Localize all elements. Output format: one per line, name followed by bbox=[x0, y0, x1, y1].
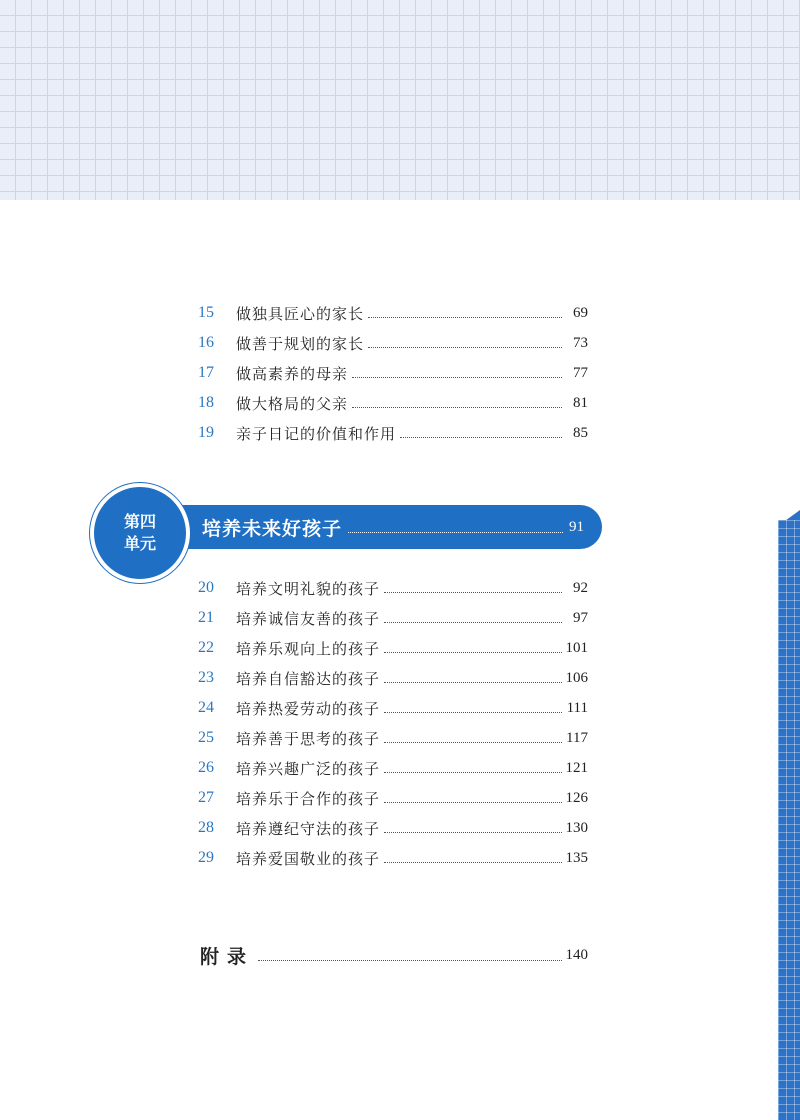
toc-entry[interactable] bbox=[198, 328, 588, 358]
entry-number: 17 bbox=[198, 364, 214, 381]
appendix-page: 140 bbox=[565, 946, 588, 963]
entry-number: 16 bbox=[198, 334, 214, 351]
entry-page: 73 bbox=[573, 334, 588, 351]
unit-heading-band[interactable] bbox=[176, 505, 602, 549]
edge-grid-strip bbox=[778, 520, 800, 1120]
entry-number: 15 bbox=[198, 304, 214, 321]
dot-leader bbox=[384, 832, 561, 833]
toc-entry[interactable] bbox=[198, 573, 588, 603]
toc-entry[interactable] bbox=[198, 388, 588, 418]
entry-number: 20 bbox=[198, 579, 214, 596]
entry-title: 培养自信豁达的孩子 bbox=[236, 669, 381, 688]
unit-badge bbox=[90, 483, 190, 583]
entry-number: 19 bbox=[198, 424, 214, 441]
entry-title: 做善于规划的家长 bbox=[236, 334, 365, 353]
dot-leader bbox=[384, 682, 561, 683]
entry-title: 培养乐于合作的孩子 bbox=[236, 789, 381, 808]
unit-label-line2: 单元 bbox=[123, 534, 156, 553]
toc-entry[interactable] bbox=[198, 843, 588, 873]
toc-entry[interactable] bbox=[198, 298, 588, 328]
entry-page: 117 bbox=[566, 729, 588, 746]
toc-entry[interactable] bbox=[198, 783, 588, 813]
unit-page: 91 bbox=[569, 518, 584, 535]
toc-entry[interactable] bbox=[198, 813, 588, 843]
entry-number: 29 bbox=[198, 849, 214, 866]
entry-number: 26 bbox=[198, 759, 214, 776]
dot-leader bbox=[352, 377, 562, 378]
entry-title: 做大格局的父亲 bbox=[236, 394, 349, 413]
toc-entry[interactable] bbox=[198, 753, 588, 783]
toc-entry[interactable] bbox=[198, 663, 588, 693]
dot-leader bbox=[368, 317, 562, 318]
unit-title: 培养未来好孩子 bbox=[202, 517, 343, 540]
entry-number: 27 bbox=[198, 789, 214, 806]
appendix-title: 附录 bbox=[200, 945, 255, 968]
entry-page: 81 bbox=[573, 394, 588, 411]
dot-leader bbox=[384, 652, 561, 653]
unit-label-line1: 第四 bbox=[123, 512, 156, 531]
entry-page: 97 bbox=[573, 609, 588, 626]
entry-number: 18 bbox=[198, 394, 214, 411]
entry-page: 69 bbox=[573, 304, 588, 321]
entry-page: 85 bbox=[573, 424, 588, 441]
dot-leader bbox=[384, 862, 561, 863]
grid-header-background bbox=[0, 0, 800, 200]
entry-title: 培养文明礼貌的孩子 bbox=[236, 579, 381, 598]
entry-title: 做高素养的母亲 bbox=[236, 364, 349, 383]
entry-title: 培养善于思考的孩子 bbox=[236, 729, 381, 748]
dot-leader bbox=[384, 622, 562, 623]
entry-page: 101 bbox=[565, 639, 588, 656]
entry-title: 培养兴趣广泛的孩子 bbox=[236, 759, 381, 778]
toc-entry[interactable] bbox=[198, 603, 588, 633]
entry-page: 135 bbox=[565, 849, 588, 866]
entry-number: 25 bbox=[198, 729, 214, 746]
toc-appendix-entry[interactable] bbox=[200, 940, 588, 970]
entry-number: 24 bbox=[198, 699, 214, 716]
entry-title: 培养热爱劳动的孩子 bbox=[236, 699, 381, 718]
entry-page: 106 bbox=[565, 669, 588, 686]
entry-number: 22 bbox=[198, 639, 214, 656]
dot-leader bbox=[384, 772, 561, 773]
entry-number: 21 bbox=[198, 609, 214, 626]
toc-entry[interactable] bbox=[198, 693, 588, 723]
toc-entry[interactable] bbox=[198, 358, 588, 388]
dot-leader bbox=[368, 347, 562, 348]
entry-title: 培养乐观向上的孩子 bbox=[236, 639, 381, 658]
entry-page: 111 bbox=[566, 699, 588, 716]
entry-title: 培养遵纪守法的孩子 bbox=[236, 819, 381, 838]
dot-leader bbox=[384, 802, 561, 803]
entry-page: 126 bbox=[565, 789, 588, 806]
dot-leader bbox=[352, 407, 562, 408]
entry-number: 23 bbox=[198, 669, 214, 686]
entry-number: 28 bbox=[198, 819, 214, 836]
entry-page: 77 bbox=[573, 364, 588, 381]
dot-leader bbox=[384, 712, 562, 713]
entry-title: 培养诚信友善的孩子 bbox=[236, 609, 381, 628]
dot-leader bbox=[400, 437, 562, 438]
toc-section-a bbox=[198, 298, 588, 448]
dot-leader bbox=[348, 532, 563, 533]
entry-page: 130 bbox=[565, 819, 588, 836]
dot-leader bbox=[384, 592, 562, 593]
entry-title: 做独具匠心的家长 bbox=[236, 304, 365, 323]
dot-leader bbox=[258, 960, 561, 961]
toc-entry[interactable] bbox=[198, 418, 588, 448]
entry-page: 92 bbox=[573, 579, 588, 596]
entry-title: 亲子日记的价值和作用 bbox=[236, 424, 397, 443]
dot-leader bbox=[384, 742, 562, 743]
toc-section-b bbox=[198, 573, 588, 873]
entry-title: 培养爱国敬业的孩子 bbox=[236, 849, 381, 868]
toc-entry[interactable] bbox=[198, 723, 588, 753]
toc-entry[interactable] bbox=[198, 633, 588, 663]
entry-page: 121 bbox=[565, 759, 588, 776]
